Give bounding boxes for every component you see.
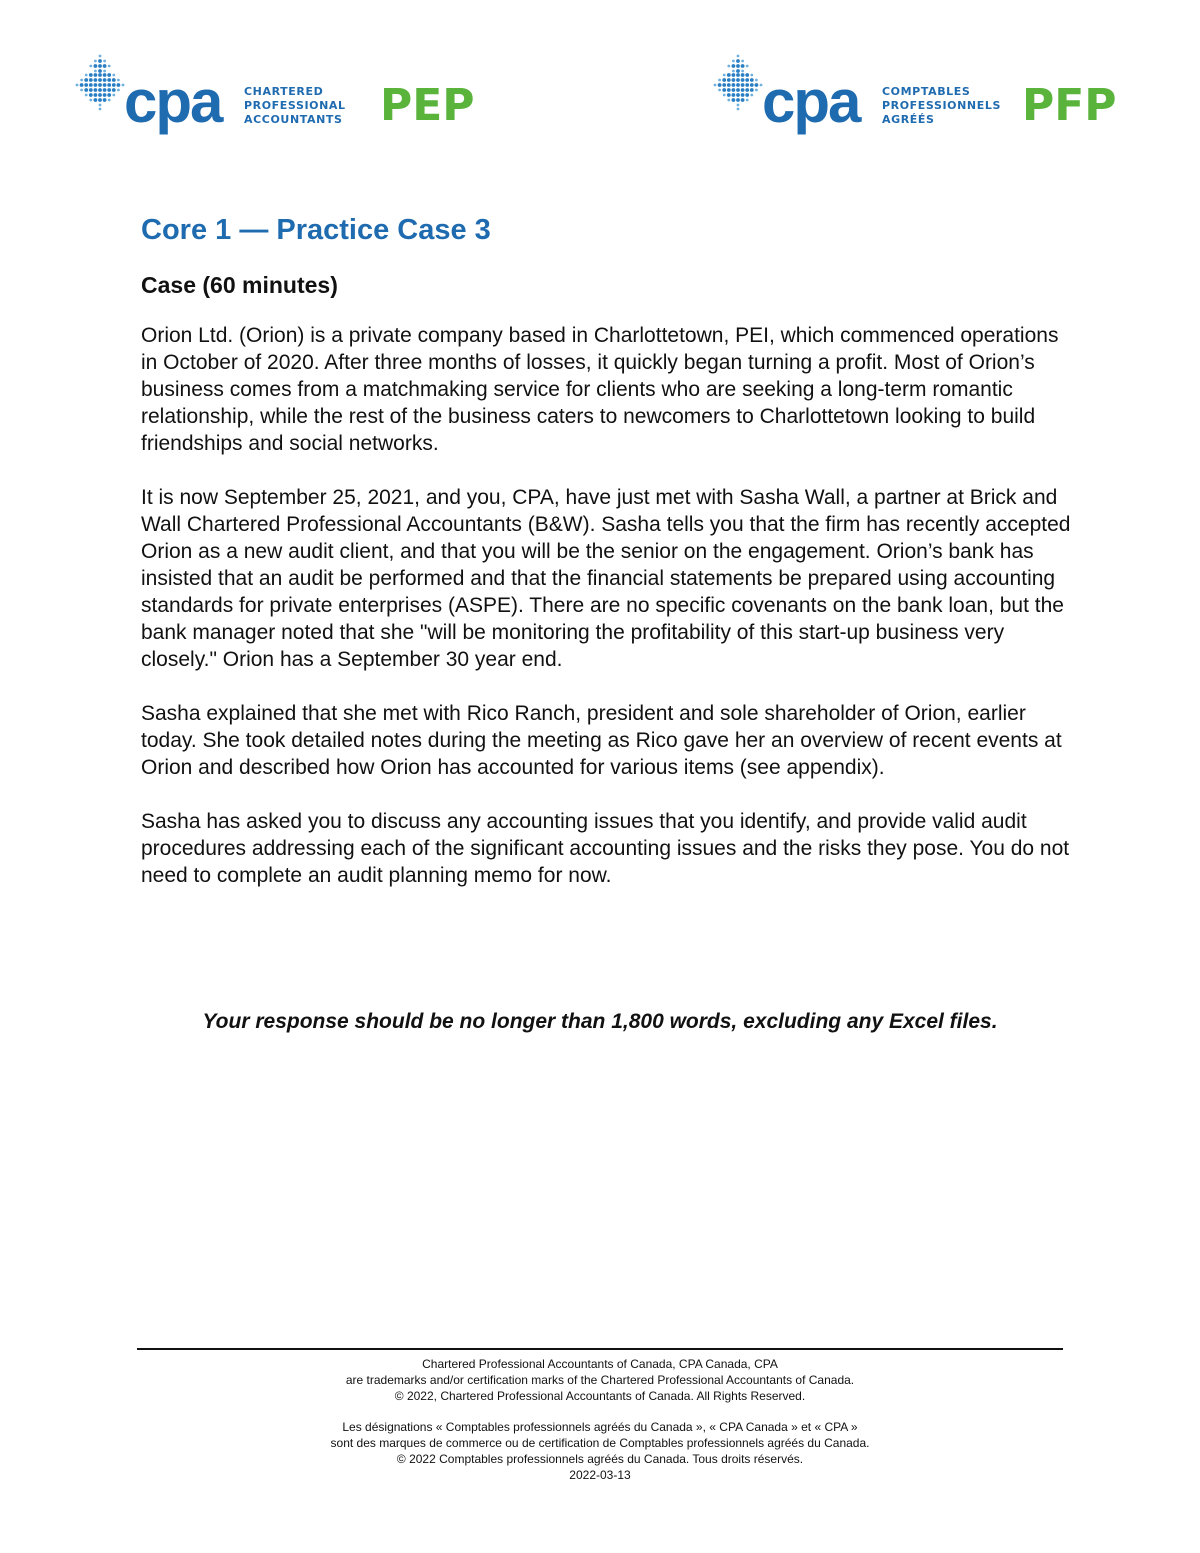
cpa-tagline-line: ACCOUNTANTS [244,113,343,126]
leaf-dot [736,69,740,73]
cpa-logo-french [710,52,1130,142]
leaf-dot [732,78,736,82]
leaf-dot [732,93,736,97]
cpa-wordmark: cpa [124,68,222,135]
leaf-dot [750,83,754,87]
case-paragraph: Orion Ltd. (Orion) is a private company based in Charlottetown, PEI, which commenced operations in October of 2020. After three months of losses, it quickly began turning a profit. Most of Orion’s business comes from a matchmaking service for clients who are seeking a long-term romantic relationship, while the rest of the business caters to newcomers to Charlottetown looking to build friendships and social networks. [141,324,1059,455]
leaf-dot [736,73,740,77]
leaf-dot [741,98,745,102]
leaf-dot [94,70,97,73]
leaf-dot [736,88,740,92]
leaf-dot [89,65,92,68]
leaf-dot [103,83,107,87]
leaf-dot [745,93,749,97]
leaf-dot [89,83,93,87]
leaf-dot [103,73,107,77]
maple-leaf-dots-icon [72,52,128,112]
leaf-dot [741,78,745,82]
leaf-dot [741,60,744,63]
leaf-dot [84,88,88,92]
leaf-dot [117,83,121,87]
leaf-dot [99,108,102,111]
leaf-dot [89,73,93,77]
leaf-dot [727,83,731,87]
leaf-dot [85,94,88,97]
leaf-dot [89,78,93,82]
leaf-dot [745,78,749,82]
leaf-dot [737,55,740,58]
footer-line: sont des marques de commerce ou de certification de Comptables professionnels agréés du Canada. [330,1436,870,1450]
footer-divider [137,1348,1063,1350]
leaf-dot [94,83,98,87]
leaf-dot [103,78,107,82]
leaf-dot [103,98,107,102]
case-content [141,212,1071,889]
leaf-dot [103,93,107,97]
leaf-dot [84,83,88,87]
cpa-tagline [882,85,1001,127]
leaf-dot [89,88,93,92]
footer-spacer [0,1404,1200,1419]
footer-line: © 2022, Chartered Professional Accountants of Canada. All Rights Reserved. [394,1389,806,1403]
leaf-dot [107,73,111,77]
leaf-dot [107,88,111,92]
leaf-dot [732,70,735,73]
case-title: Core 1 — Practice Case 3 [141,214,491,246]
leaf-dot [737,108,740,111]
leaf-dot [94,78,98,82]
cpa-tagline-line: COMPTABLES [882,85,971,98]
leaf-dot [718,79,721,82]
leaf-dot [741,88,745,92]
leaf-dot [727,93,731,97]
leaf-dot [107,93,111,97]
leaf-dot [727,99,730,102]
leaf-dot [108,65,111,68]
leaf-dot [99,104,102,107]
leaf-dot [98,83,102,87]
case-paragraph: Sasha has asked you to discuss any accounting issues that you identify, and provide valid audit procedures addressing each of the significant accounting issues and the risks they pose. You do not need to complete an audit planning memo for now. [141,810,1070,887]
leaf-dot [117,89,120,92]
leaf-dot [745,83,749,87]
leaf-dot [741,64,745,68]
footer-line: Chartered Professional Accountants of Canada, CPA Canada, CPA [422,1357,778,1371]
leaf-dot [94,98,98,102]
leaf-dot [718,83,722,87]
leaf-dot [107,78,111,82]
leaf-dot [727,65,730,68]
leaf-dot [112,78,116,82]
leaf-dot [94,73,98,77]
leaf-dot [98,93,102,97]
leaf-dot [736,83,740,87]
leaf-dot [89,99,92,102]
leaf-dot [741,70,744,73]
leaf-dot [737,104,740,107]
leaf-dot [727,73,731,77]
leaf-dot [80,89,83,92]
leaf-dot [94,88,98,92]
footer-line: are trademarks and/or certification marks of the Chartered Professional Accountants of Canada. [345,1373,855,1387]
leaf-dot [103,88,107,92]
leaf-dot [94,64,98,68]
leaf-dot [89,93,93,97]
leaf-dot [98,88,102,92]
leaf-dot [755,89,758,92]
leaf-dot [84,78,88,82]
leaf-dot [732,83,736,87]
leaf-dot [103,70,106,73]
leaf-dot [108,99,111,102]
leaf-dot [723,74,726,77]
leaf-dot [736,59,740,63]
leaf-dot [112,88,116,92]
leaf-dot [732,88,736,92]
leaf-dot [741,93,745,97]
footer-line: Les désignations « Comptables professionnels agréés du Canada », « CPA Canada » et « CPA » [342,1420,858,1434]
case-duration-heading: Case (60 minutes) [141,272,338,298]
leaf-dot [727,78,731,82]
cpa-tagline-line: AGRÉÉS [882,113,935,126]
leaf-dot [741,73,745,77]
cpa-tagline-line: PROFESSIONAL [244,99,346,112]
leaf-dot [98,98,102,102]
leaf-dot [741,83,745,87]
leaf-dot [98,64,102,68]
leaf-dot [714,84,717,87]
leaf-dot [107,83,111,87]
leaf-dot [99,55,102,58]
leaf-dot [746,65,749,68]
maple-leaf-dots-icon [710,52,766,112]
leaf-dot [750,74,753,77]
leaf-dot [750,78,754,82]
copyright-footer [0,1356,1200,1483]
leaf-dot [732,73,736,77]
leaf-dot [736,64,740,68]
leaf-dot [746,99,749,102]
leaf-dot [80,79,83,82]
word-limit-notice: Your response should be no longer than 1,800 words, excluding any Excel files. [202,1010,998,1033]
case-paragraph: Sasha explained that she met with Rico Ranch, president and sole shareholder of Orion, earlier today. She took detailed notes during the meeting as Rico gave her an overview of recent events at Orion and described how Orion has accounted for various items (see appendix). [141,702,1062,779]
cpa-tagline [244,85,346,127]
leaf-dot [112,83,116,87]
leaf-dot [103,60,106,63]
leaf-dot [732,64,736,68]
leaf-dot [98,78,102,82]
leaf-dot [745,73,749,77]
footer-date: 2022-03-13 [569,1468,631,1482]
leaf-dot [755,79,758,82]
leaf-dot [745,88,749,92]
leaf-dot [98,59,102,63]
leaf-dot [727,88,731,92]
leaf-dot [755,83,759,87]
program-label-pfp: PFP [1022,80,1117,131]
case-paragraph: It is now September 25, 2021, and you, CPA, have just met with Sasha Wall, a partner at Brick and Wall Chartered Professional Accountants (B&W). Sasha tells you that the firm has recently accepted Orion as a new audit client, and that you will be the senior on the engagement. Orion’s bank has insisted that an audit be performed and that the financial statements be prepared using accounting standards for private enterprises (ASPE). There are no specific covenants on the bank loan, but the bank manager noted that she "will be monitoring the profitability of this start-up business very closely." Orion has a September 30 year end. [141,486,1071,671]
leaf-dot [736,78,740,82]
leaf-dot [112,94,115,97]
cpa-logo-english [72,52,492,142]
leaf-dot [98,73,102,77]
leaf-dot [736,98,740,102]
leaf-dot [722,78,726,82]
cpa-wordmark: cpa [762,68,860,135]
leaf-dot [732,98,736,102]
leaf-dot [80,83,84,87]
leaf-dot [117,79,120,82]
leaf-dot [94,60,97,63]
leaf-dot [103,64,107,68]
leaf-dot [85,74,88,77]
leaf-dot [732,60,735,63]
leaf-dot [750,94,753,97]
leaf-dot [76,84,79,87]
leaf-dot [112,74,115,77]
leaf-dot [736,93,740,97]
leaf-dot [98,69,102,73]
program-label-pep: PEP [380,80,475,131]
cpa-tagline-line: CHARTERED [244,85,324,98]
leaf-dot [750,88,754,92]
leaf-dot [722,83,726,87]
leaf-dot [94,93,98,97]
footer-line: © 2022 Comptables professionnels agréés du Canada. Tous droits réservés. [396,1452,804,1466]
leaf-dot [723,94,726,97]
cpa-tagline-line: PROFESSIONNELS [882,99,1001,112]
leaf-dot [718,89,721,92]
leaf-dot [722,88,726,92]
